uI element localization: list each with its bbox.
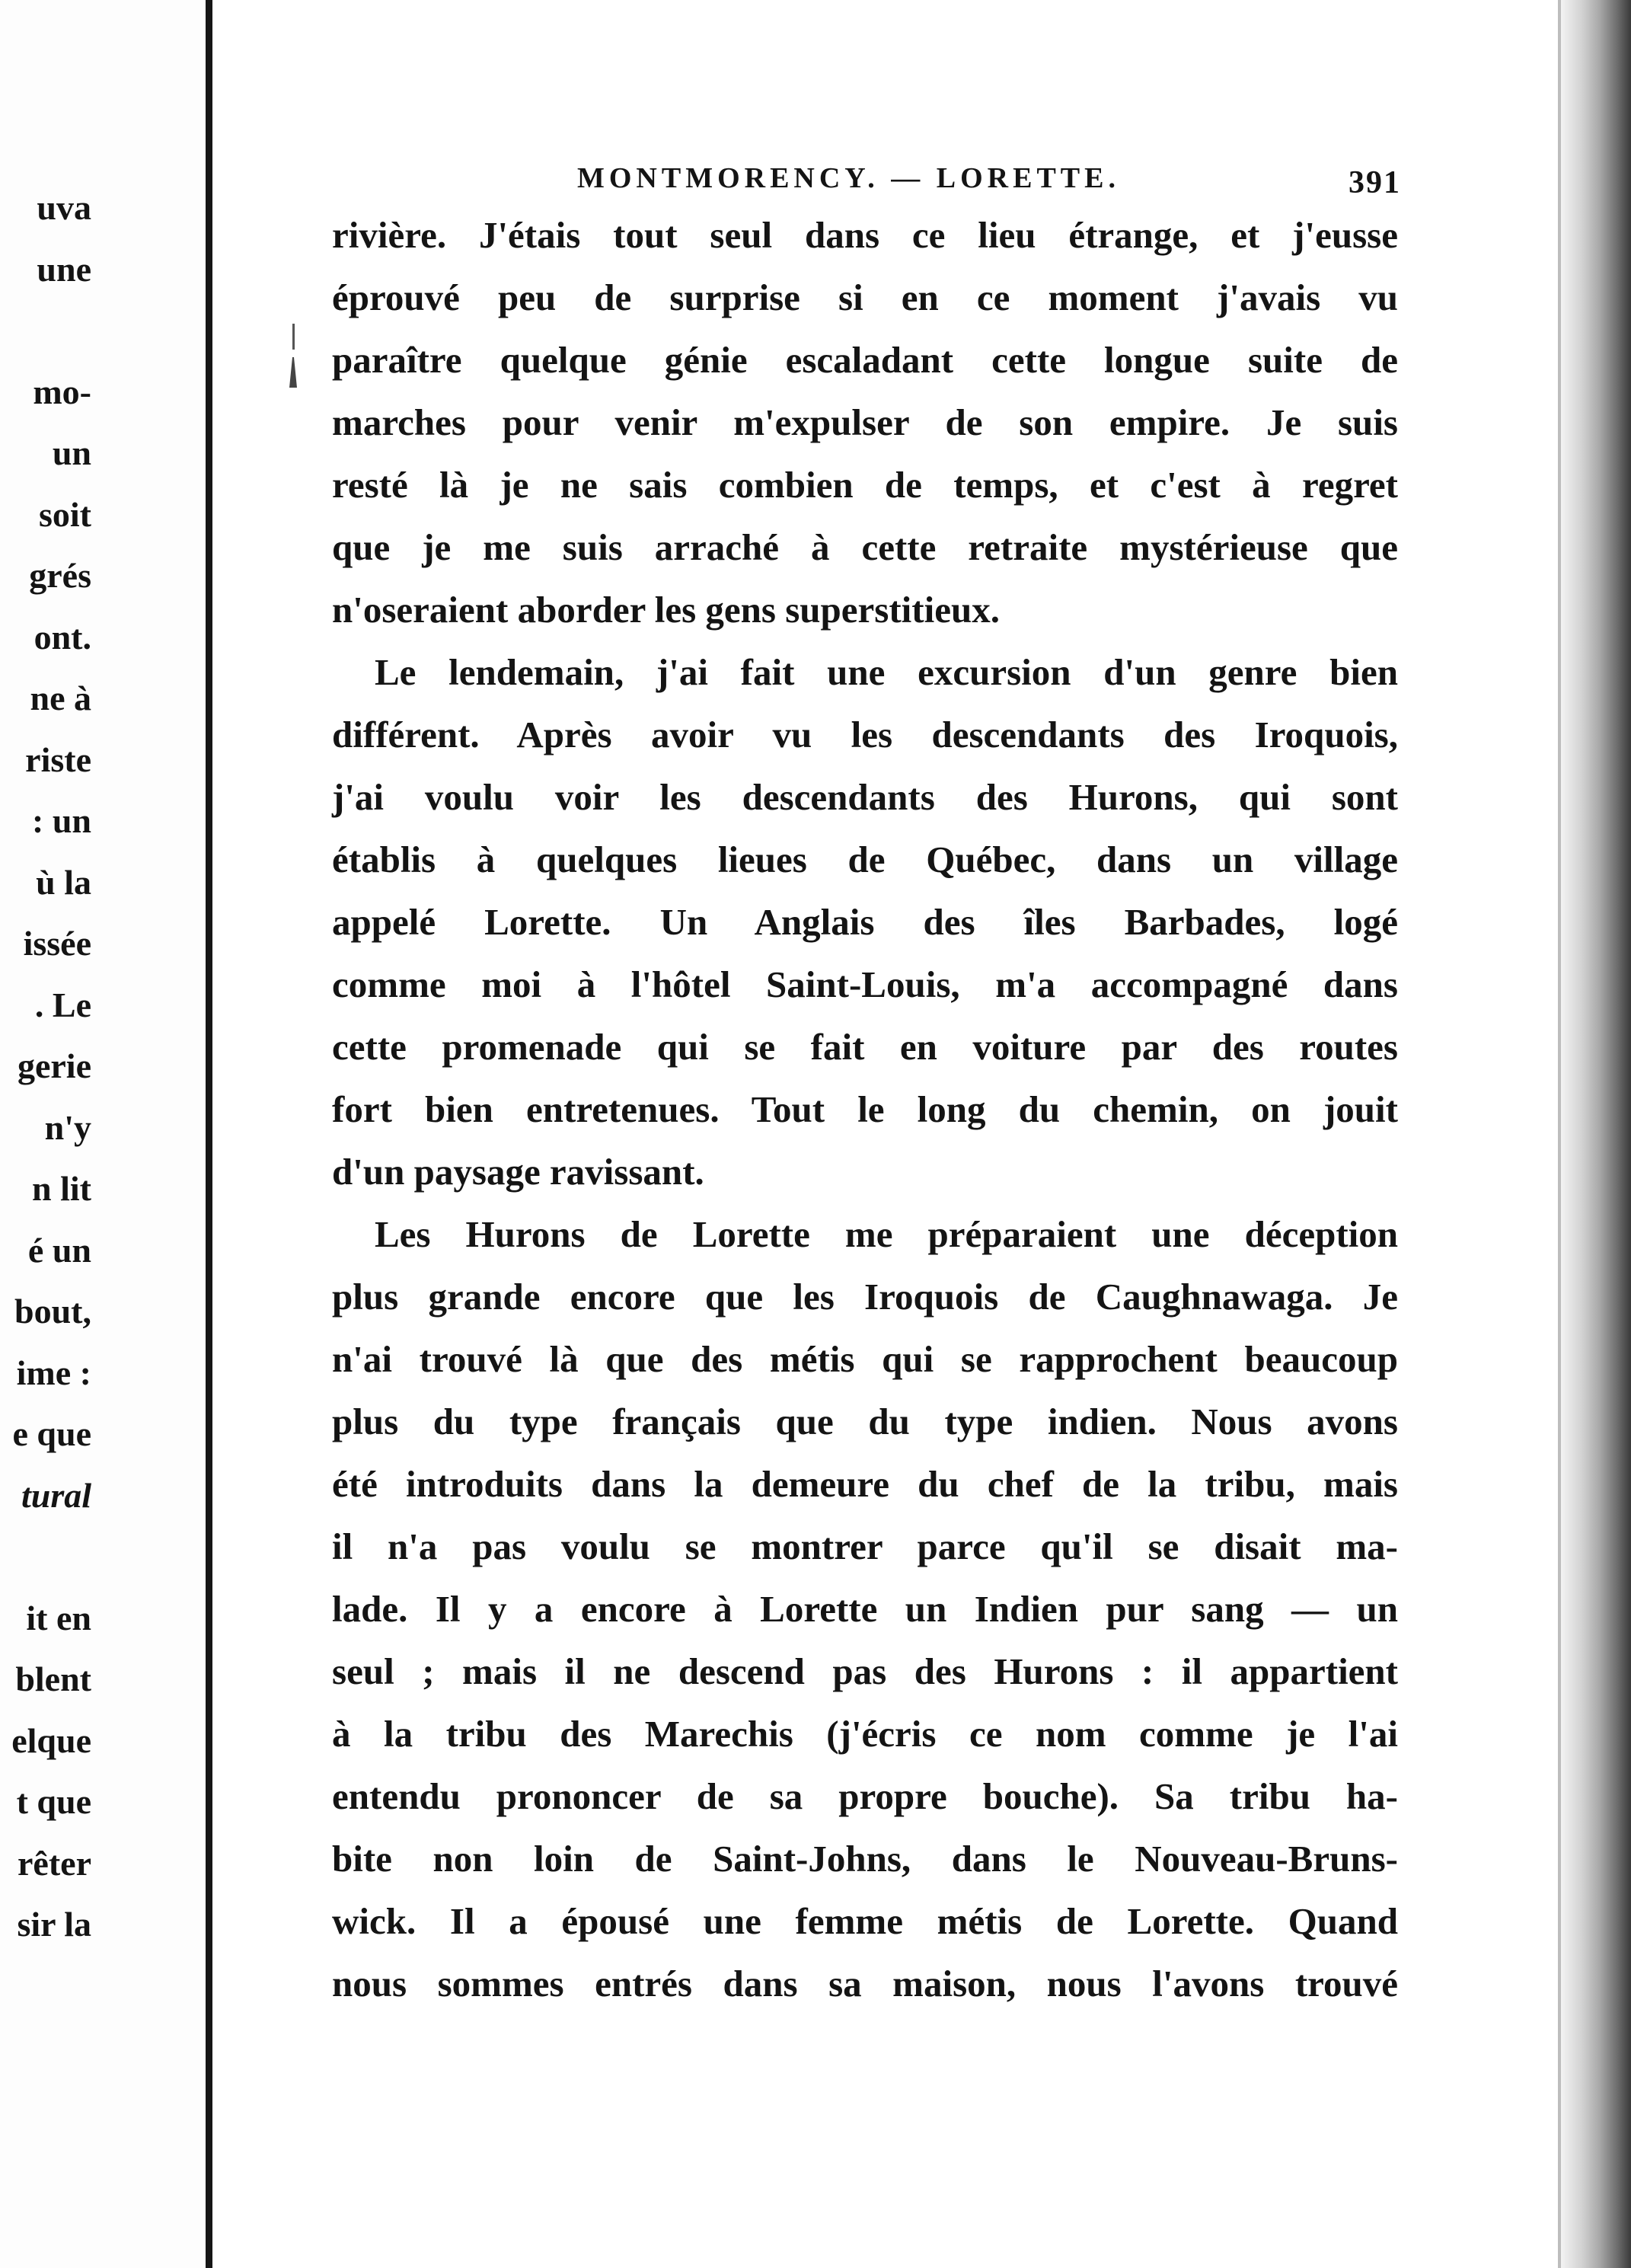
left-page-fragment: bout,: [14, 1292, 91, 1330]
left-page-fragment: issée: [23, 924, 91, 963]
left-page-fragment: uva: [37, 188, 91, 227]
text-line: Le lendemain, j'ai fait une excursion d'un genre bien: [375, 651, 1398, 693]
text-line: nous sommes entrés dans sa maison, nous l'avons trouvé: [332, 1963, 1398, 2004]
text-line: cette promenade qui se fait en voiture par des routes: [332, 1026, 1398, 1068]
text-line: différent. Après avoir vu les descendants des Iroquois,: [332, 714, 1398, 755]
pencil-mark: [288, 324, 300, 391]
left-page-fragment: elque: [11, 1720, 91, 1760]
book-page-edges: [1561, 0, 1631, 2268]
text-line: marches pour venir m'expulser de son empire. Je suis: [332, 401, 1398, 443]
text-line: rivière. J'étais tout seul dans ce lieu étrange, et j'eusse: [332, 214, 1398, 256]
paragraph: [332, 204, 1398, 641]
left-page-fragment: grés: [29, 556, 91, 595]
left-page-fragment: blent: [15, 1659, 91, 1698]
left-page-fragment: t que: [16, 1782, 91, 1821]
left-page-fragment: mo-: [33, 372, 91, 411]
left-page-fragment: tural: [21, 1475, 91, 1515]
left-page-fragment: é un: [27, 1230, 91, 1270]
text-line: n'ai trouvé là que des métis qui se rapprochent beaucoup: [332, 1338, 1398, 1380]
text-line: que je me suis arraché à cette retraite mystérieuse que: [332, 526, 1398, 568]
text-line: paraître quelque génie escaladant cette longue suite de: [332, 339, 1398, 381]
text-line: bite non loin de Saint-Johns, dans le Nouveau-Bruns-: [332, 1838, 1398, 1880]
left-page-fragment: ime :: [16, 1353, 91, 1392]
text-line: éprouvé peu de surprise si en ce moment j'avais vu: [332, 276, 1398, 318]
left-page-fragment: gerie: [17, 1046, 91, 1085]
text-line: fort bien entretenues. Tout le long du chemin, on jouit: [332, 1088, 1398, 1130]
text-line: n'oseraient aborder les gens superstitieux.: [332, 589, 1000, 631]
paragraph: [332, 1203, 1398, 2015]
text-line: resté là je ne sais combien de temps, et c'est à regret: [332, 464, 1398, 506]
left-page-fragment: . Le: [34, 985, 91, 1024]
left-page-fragment: n'y: [44, 1107, 91, 1147]
left-page-fragment: e que: [12, 1414, 91, 1453]
left-page-fragment: riste: [25, 739, 91, 779]
body-text: [332, 204, 1398, 2015]
text-line: il n'a pas voulu se montrer parce qu'il se disait ma-: [332, 1525, 1398, 1567]
text-line: seul ; mais il ne descend pas des Hurons : il appartient: [332, 1650, 1398, 1692]
left-page-fragment: ù la: [36, 862, 91, 902]
text-line: appelé Lorette. Un Anglais des îles Barbades, logé: [332, 901, 1398, 943]
page-number: 391: [1349, 165, 1401, 200]
left-page-fragment: une: [37, 249, 91, 289]
running-head: [335, 161, 1401, 207]
left-page-fragment: ne à: [30, 679, 91, 717]
text-line: plus du type français que du type indien. Nous avons: [332, 1401, 1398, 1442]
left-page-fragment: soit: [39, 494, 91, 534]
text-line: établis à quelques lieues de Québec, dans un village: [332, 839, 1398, 880]
left-facing-page: [0, 0, 206, 2268]
paragraph: [332, 641, 1398, 1203]
running-title: MONTMORENCY. — LORETTE.: [577, 162, 1120, 194]
text-line: comme moi à l'hôtel Saint-Louis, m'a accompagné dans: [332, 963, 1398, 1005]
text-line: entendu prononcer de sa propre bouche). Sa tribu ha-: [332, 1775, 1398, 1817]
left-page-fragment: rêter: [18, 1843, 91, 1883]
left-page-fragment: n lit: [32, 1169, 91, 1208]
text-line: lade. Il y a encore à Lorette un Indien pur sang — un: [332, 1588, 1398, 1630]
text-line: à la tribu des Marechis (j'écris ce nom comme je l'ai: [332, 1713, 1398, 1755]
left-page-fragment: ont.: [34, 617, 91, 656]
text-line: Les Hurons de Lorette me préparaient une déception: [375, 1213, 1398, 1255]
text-line: été introduits dans la demeure du chef de la tribu, mais: [332, 1463, 1398, 1505]
text-line: wick. Il a épousé une femme métis de Lorette. Quand: [332, 1900, 1398, 1942]
text-line: d'un paysage ravissant.: [332, 1151, 704, 1193]
left-page-fragment: sir la: [17, 1905, 91, 1944]
left-page-fragment: un: [52, 433, 91, 472]
left-page-fragment: it en: [26, 1598, 91, 1637]
text-line: plus grande encore que les Iroquois de Caughnawaga. Je: [332, 1276, 1398, 1318]
page-gutter: [206, 0, 212, 2268]
text-line: j'ai voulu voir les descendants des Hurons, qui sont: [332, 776, 1398, 818]
left-page-fragment: : un: [32, 801, 91, 840]
